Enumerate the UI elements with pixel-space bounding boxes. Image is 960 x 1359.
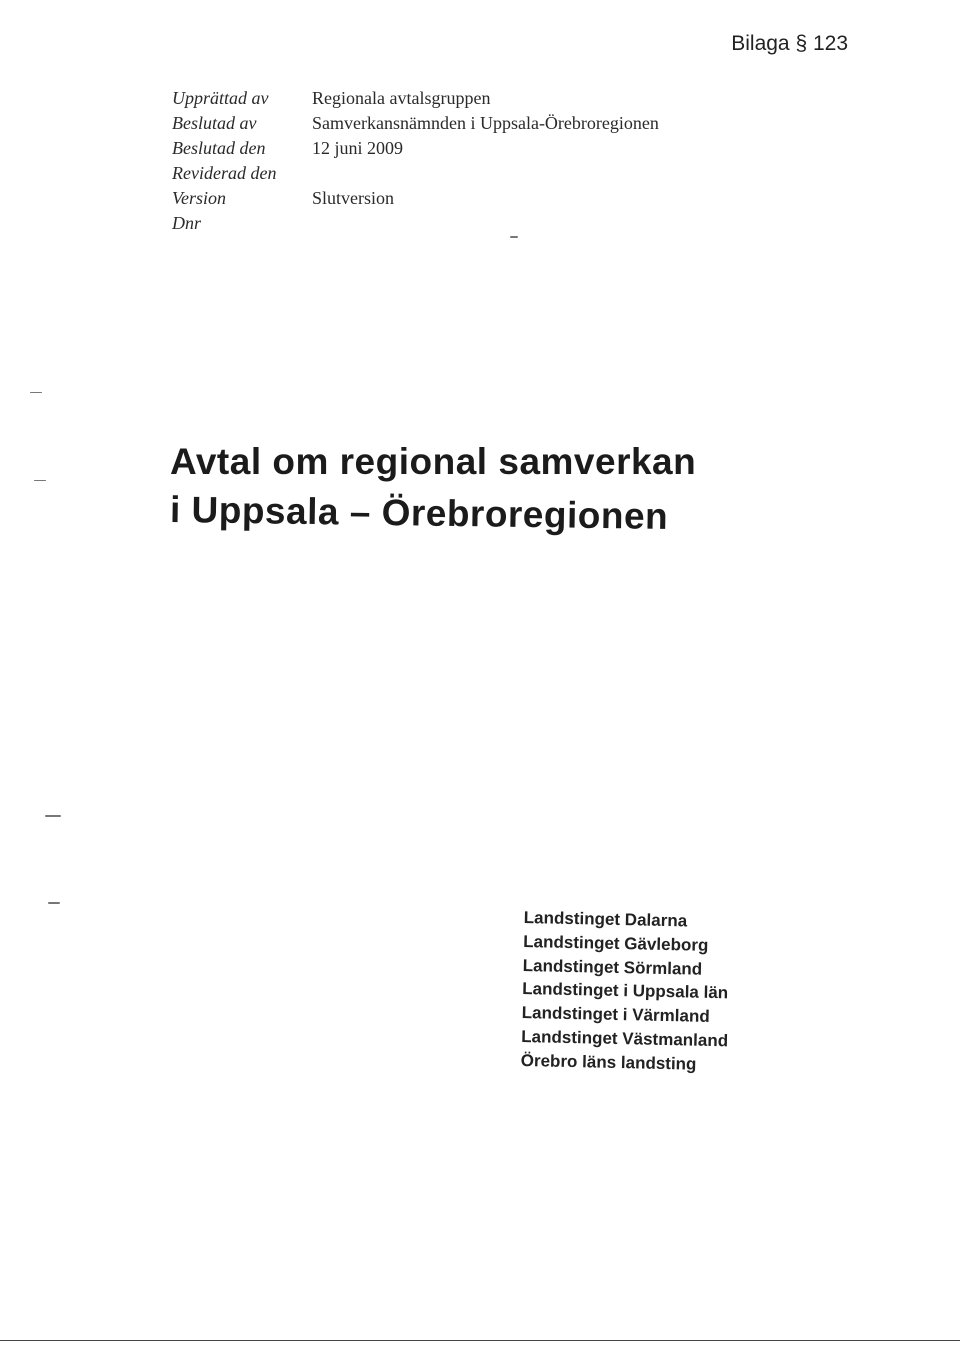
appendix-label: Bilaga § 123 <box>731 32 848 55</box>
party-item: Örebro läns landsting <box>520 1050 697 1074</box>
meta-row-decided-by <box>172 113 659 138</box>
meta-row-decided-date <box>172 138 659 163</box>
scan-speck <box>45 815 61 817</box>
meta-value: Samverkansnämnden i Uppsala-Örebroregionen <box>312 113 659 133</box>
party-item: Landstinget Gävleborg <box>523 931 709 955</box>
meta-row-registry-number <box>172 213 659 238</box>
party-list <box>521 906 731 1077</box>
meta-value: Regionala avtalsgruppen <box>312 88 491 108</box>
title-line-1: Avtal om regional samverkan <box>170 441 697 482</box>
meta-row-revised-date <box>172 163 659 188</box>
title-line-2: i Uppsala – Örebroregionen <box>169 489 669 537</box>
meta-row-prepared-by <box>172 88 659 113</box>
meta-value: Slutversion <box>312 188 395 208</box>
meta-label: Beslutad av <box>172 113 257 133</box>
meta-label: Upprättad av <box>172 88 269 108</box>
scan-speck <box>34 480 46 481</box>
party-item: Landstinget Dalarna <box>523 907 688 931</box>
party-item: Landstinget i Uppsala län <box>522 979 729 1003</box>
document-title <box>169 438 697 537</box>
meta-value: 12 juni 2009 <box>312 138 404 158</box>
scan-speck <box>30 392 42 393</box>
party-item: Landstinget Västmanland <box>521 1026 729 1051</box>
meta-label: Version <box>172 188 226 208</box>
meta-row-version <box>172 188 659 213</box>
document-metadata <box>172 88 659 238</box>
scan-speck <box>510 236 518 238</box>
page-bottom-rule <box>0 1340 960 1341</box>
meta-label: Reviderad den <box>172 163 277 183</box>
scan-speck <box>48 902 60 904</box>
party-item: Landstinget i Värmland <box>521 1003 710 1027</box>
meta-label: Dnr <box>172 213 202 233</box>
party-item: Landstinget Sörmland <box>522 955 703 979</box>
meta-label: Beslutad den <box>172 138 266 158</box>
